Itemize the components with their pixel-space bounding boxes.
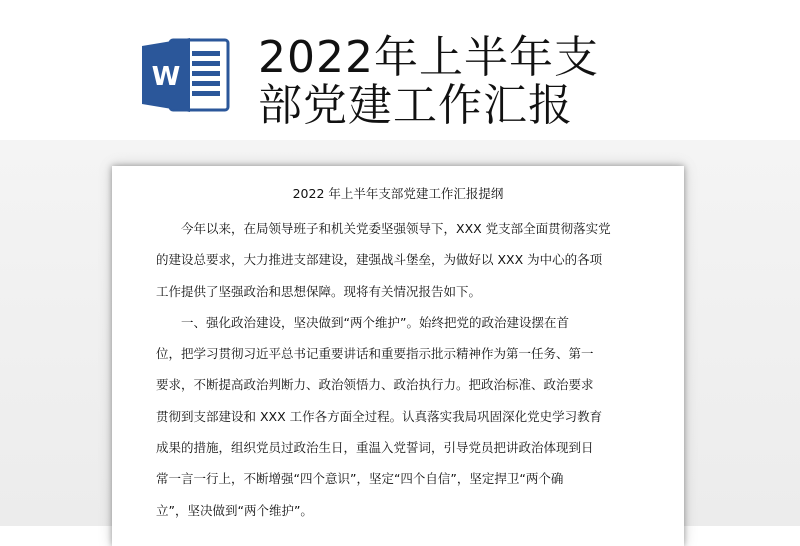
- body-line: 今年以来，在局领导班子和机关党委坚强领导下，XXX 党支部全面贯彻落实党: [181, 221, 611, 236]
- page-title: [258, 34, 678, 130]
- body-line: 常一言一行上，不断增强“四个意识”，坚定“四个自信”，坚定捍卫“两个确: [156, 471, 564, 487]
- body-line: 要求，不断提高政治判断力、政治领悟力、政治执行力。把政治标准、政治要求: [156, 377, 594, 393]
- header: [0, 0, 800, 140]
- body-line: 一、强化政治建设，坚决做到“两个维护”。始终把党的政治建设摆在首: [181, 314, 569, 330]
- body-line: 的建设总要求，大力推进支部建设，建强战斗堡垒，为做好以 XXX 为中心的各项: [156, 252, 603, 268]
- page-title-line-2: 部党建工作汇报: [258, 80, 573, 131]
- body-line: 贯彻到支部建设和 XXX 工作各方面全过程。认真落实我局巩固深化党史学习教育: [156, 408, 603, 424]
- microsoft-word-icon: [140, 36, 232, 114]
- svg-text:W: W: [151, 62, 181, 92]
- body-line: 工作提供了坚强政治和思想保障。现将有关情况报告如下。: [156, 283, 482, 299]
- document-body: [156, 213, 648, 526]
- body-line: 立”，坚决做到“两个维护”。: [156, 502, 313, 518]
- body-line: 成果的措施，组织党员过政治生日，重温入党誓词，引导党员把讲政治体现到日: [156, 440, 594, 456]
- document-page: [112, 166, 684, 546]
- body-line: 位，把学习贯彻习近平总书记重要讲话和重要指示批示精神作为第一任务、第一: [156, 346, 594, 362]
- page-title-line-1: 2022年上半年支: [258, 32, 599, 83]
- document-title: 2022 年上半年支部党建工作汇报提纲: [292, 186, 504, 201]
